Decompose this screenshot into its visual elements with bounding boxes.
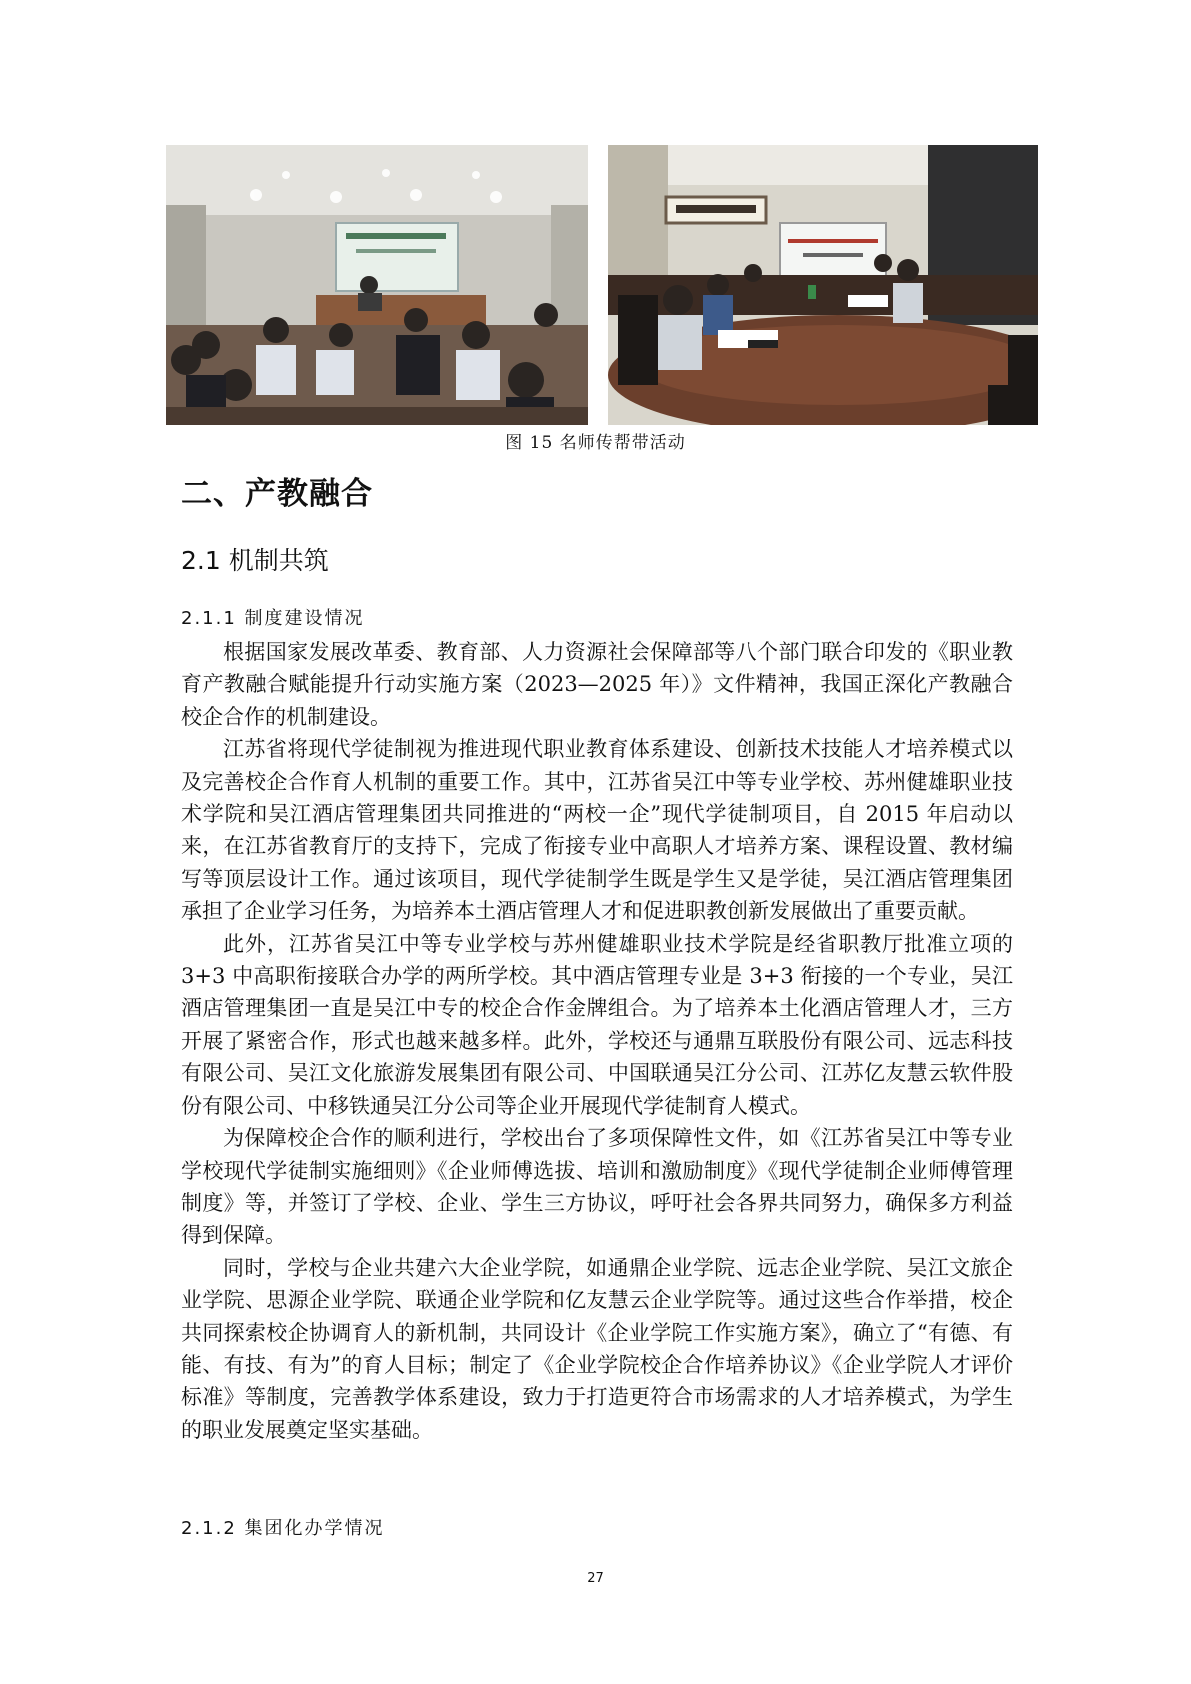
subsection-title: 2.1 机制共筑 <box>181 546 329 575</box>
meeting-hall-photo <box>166 145 588 425</box>
paragraph: 同时，学校与企业共建六大企业学院，如通鼎企业学院、远志企业学院、吴江文旅企业学院、思源企业学院、联通企业学院和亿友慧云企业学院等。通过这些合作举措，校企共同探索校企协调育人的新机制，共同设计《企业学院工作实施方案》，确立了“有德、有能、有技、有为”的育人目标；制定了《企业学院校企合作培养协议》《企业学院人才评价标准》等制度，完善教学体系建设，致力于打造更符合市场需求的人才培养模式，为学生的职业发展奠定坚实基础。 <box>181 1255 1013 1442</box>
subsubsection-title-2: 2.1.2 集团化办学情况 <box>181 1518 385 1539</box>
paragraph: 根据国家发展改革委、教育部、人力资源社会保障部等八个部门联合印发的《职业教育产教融合赋能提升行动实施方案（2023—2025 年）》文件精神，我国正深化产教融合校企合作的机制建设。 <box>181 640 1013 729</box>
figure-caption: 图 15 名师传帮带活动 <box>505 433 686 453</box>
paragraph: 为保障校企合作的顺利进行，学校出台了多项保障性文件，如《江苏省吴江中等专业学校现代学徒制实施细则》《企业师傅选拔、培训和激励制度》《现代学徒制企业师傅管理制度》等，并签订了学校、企业、学生三方协议，呼吁社会各界共同努力，确保多方利益得到保障。 <box>181 1126 1013 1248</box>
paragraph: 此外，江苏省吴江中等专业学校与苏州健雄职业技术学院是经省职教厅批准立项的 3+3 中高职衔接联合办学的两所学校。其中酒店管理专业是 3+3 衔接的一个专业，吴江酒店管理集团一直是吴江中专的校企合作金牌组合。为了培养本土化酒店管理人才，三方开展了紧密合作，形式也越来越多样。此外，学校还与通鼎互联股份有限公司、远志科技有限公司、吴江文化旅游发展集团有限公司、中国联通吴江分公司、江苏亿友慧云软件股份有限公司、中移铁通吴江分公司等企业开展现代学徒制育人模式。 <box>181 931 1013 1118</box>
page-number: 27 <box>587 1571 604 1586</box>
conference-table-photo <box>608 145 1038 425</box>
subsubsection-title-1: 2.1.1 制度建设情况 <box>181 608 365 629</box>
paragraph: 江苏省将现代学徒制视为推进现代职业教育体系建设、创新技术技能人才培养模式以及完善校企合作育人机制的重要工作。其中，江苏省吴江中等专业学校、苏州健雄职业技术学院和吴江酒店管理集团共同推进的“两校一企”现代学徒制项目，自 2015 年启动以来，在江苏省教育厅的支持下，完成了衔接专业中高职人才培养方案、课程设置、教材编写等顶层设计工作。通过该项目，现代学徒制学生既是学生又是学徒，吴江酒店管理集团承担了企业学习任务，为培养本土酒店管理人才和促进职教创新发展做出了重要贡献。 <box>181 737 1013 924</box>
section-title: 二、产教融合 <box>181 476 373 512</box>
body-text <box>181 636 1013 1446</box>
